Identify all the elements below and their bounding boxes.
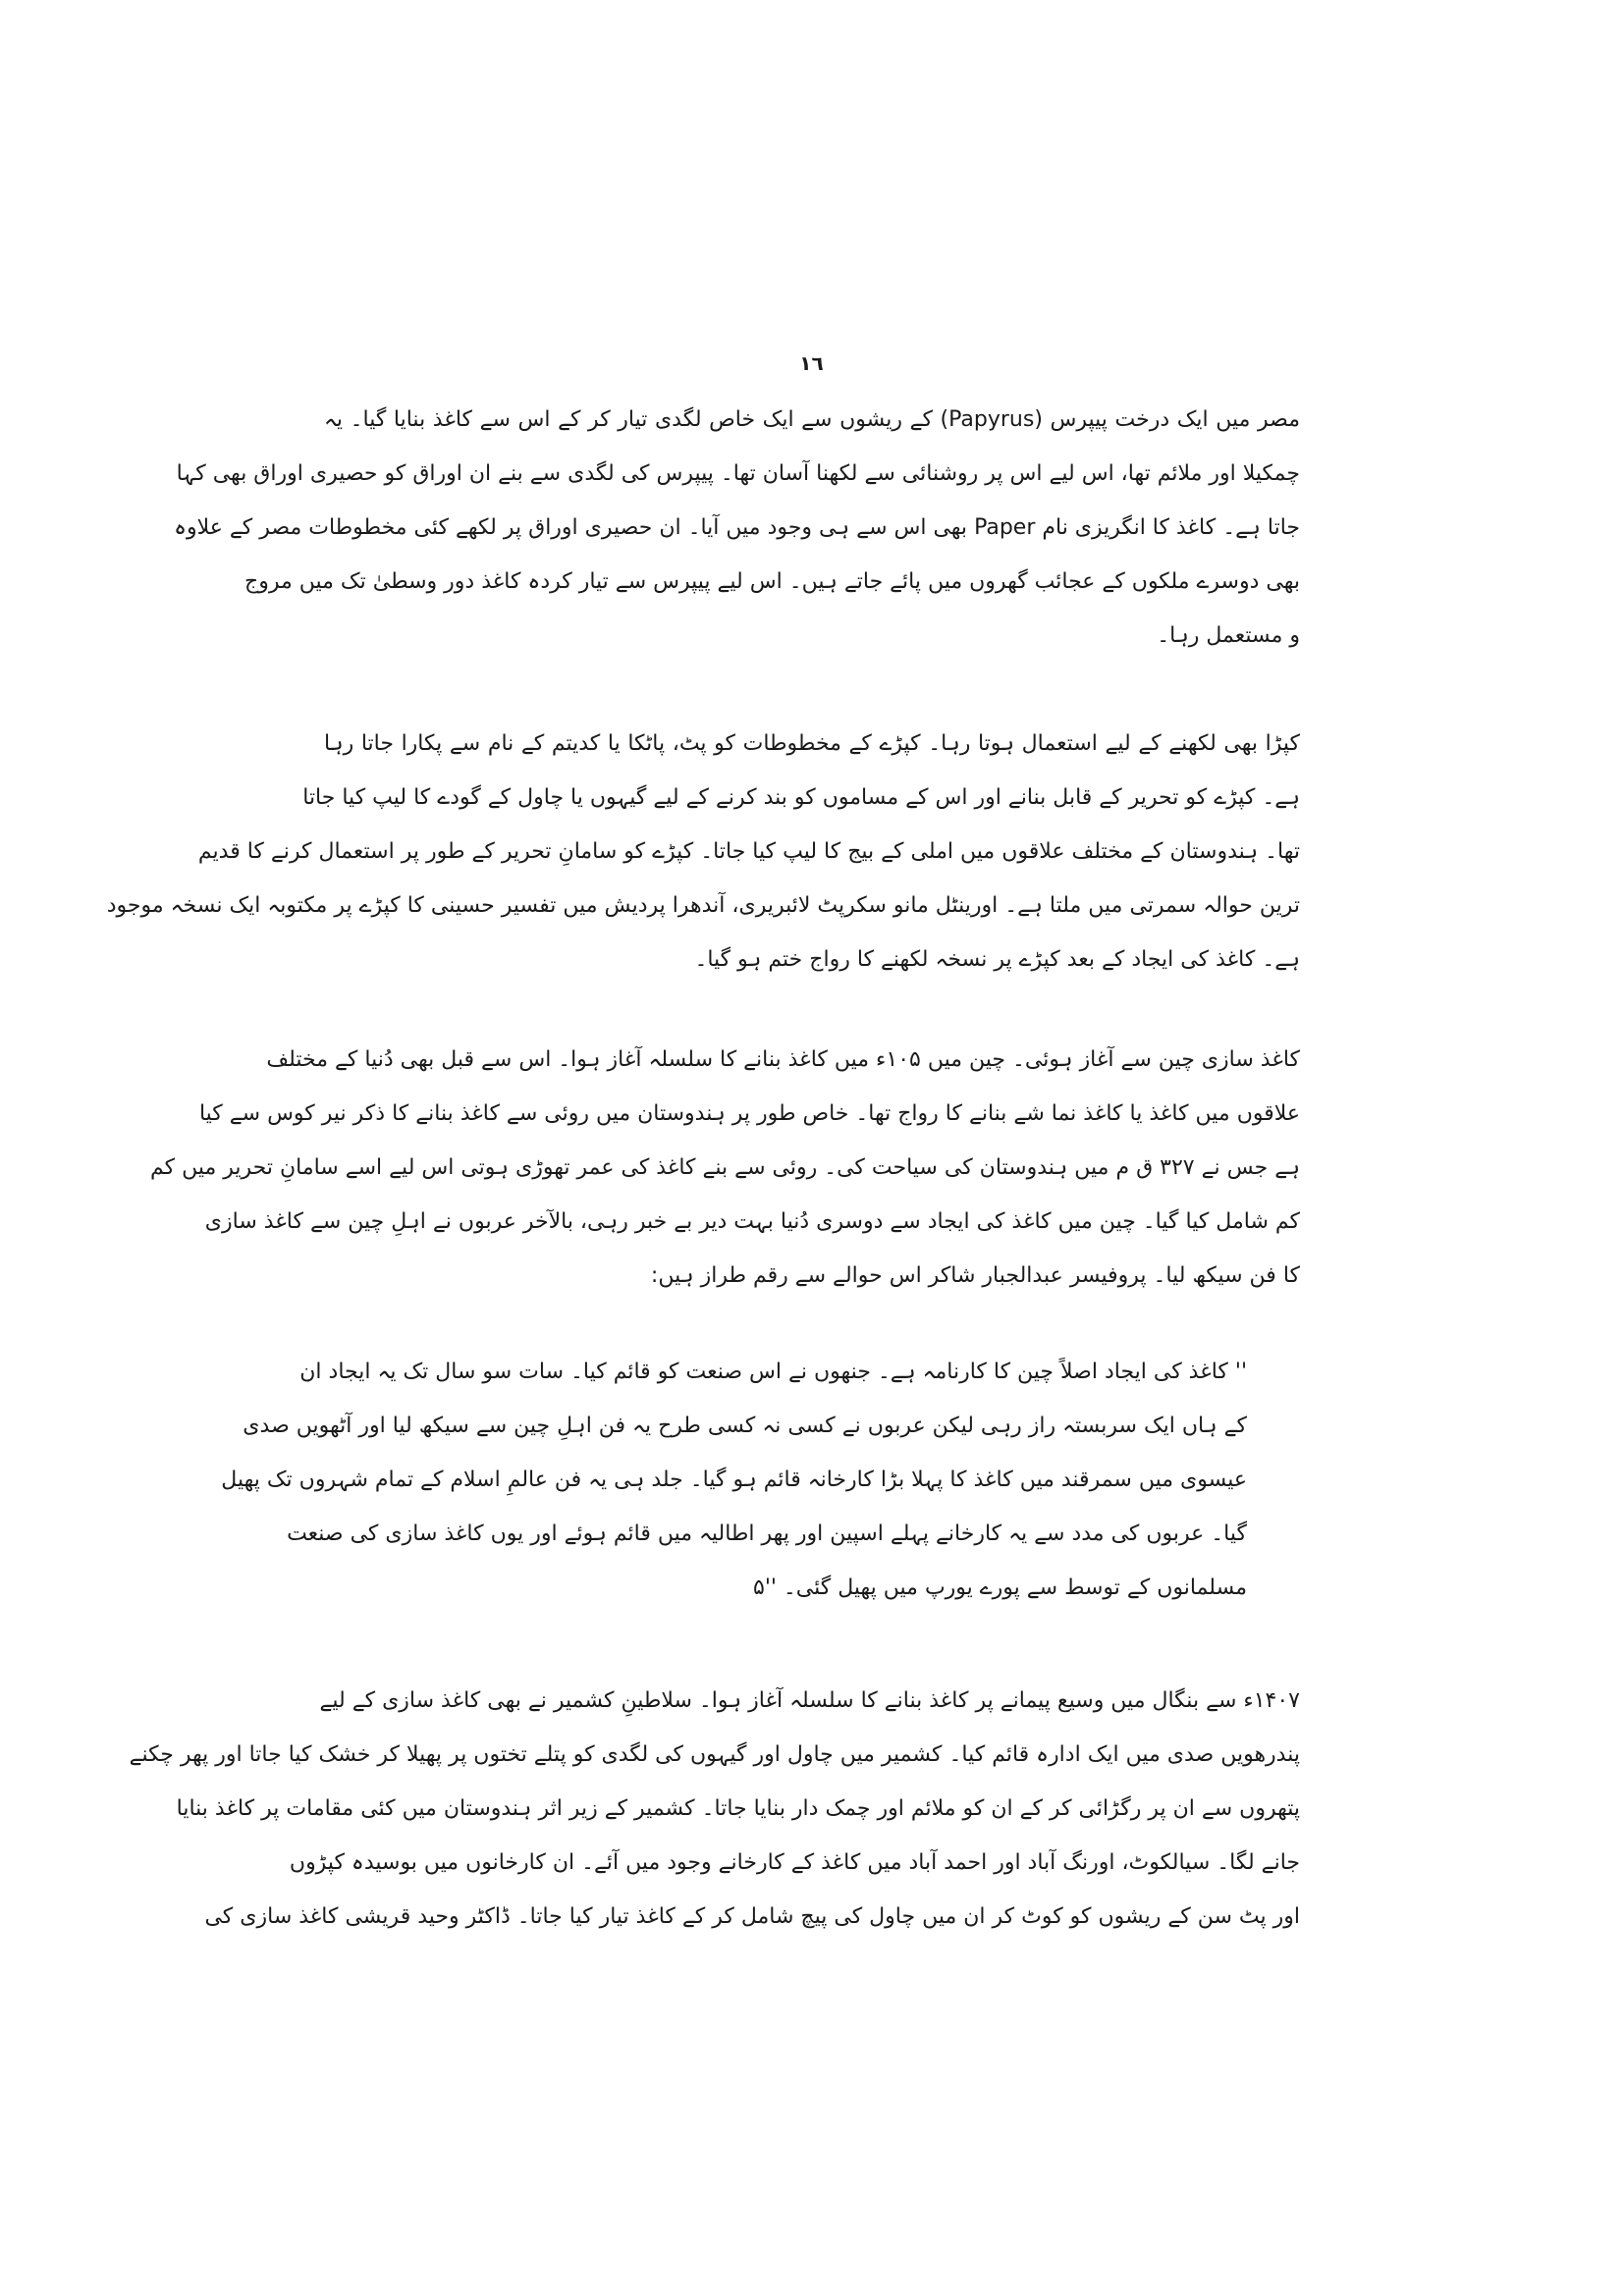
text-line: اور پٹ سن کے ریشوں کو کوٹ کر ان میں چاول کی پیچ شامل کر کے کاغذ تیار کیا جاتا۔ ڈاکٹر وحید قریشی کاغذ سازی کی [204,1904,1300,1929]
text-line: پندرھویں صدی میں ایک ادارہ قائم کیا۔ کشمیر میں چاول اور گیہوں کی لگدی کو پتلے تختوں پر پھیلا کر خشک کیا جاتا اور پھر چکنے [129,1742,1300,1767]
paragraph-cloth [106,717,1300,987]
paragraph-china [149,1033,1300,1303]
quote-line: '' کاغذ کی ایجاد اصلاً چین کا کارنامہ ہے۔ جنھوں نے اس صنعت کو قائم کیا۔ سات سو سال تک یہ ایجاد ان [299,1360,1247,1384]
quote-line: گیا۔ عربوں کی مدد سے یہ کارخانے پہلے اسپین اور پھر اطالیہ میں قائم ہوئے اور یوں کاغذ سازی کی صنعت [287,1522,1247,1546]
text-line: جاتا ہے۔ کاغذ کا انگریزی نام Paper بھی اس سے ہی وجود میں آیا۔ ان حصیری اوراق پر لکھے کئی مخطوطات مصر کے علاوہ [174,515,1300,540]
text-line: کپڑا بھی لکھنے کے لیے استعمال ہوتا رہا۔ کپڑے کے مخطوطات کو پٹ، پاٹکا یا کدیتم کے نام سے پکارا جاتا رہا [324,731,1300,756]
text-line: ترین حوالہ سمرتی میں ملتا ہے۔ اورینٹل مانو سکرپٹ لائبریری، آندھرا پردیش میں تفسیر حسینی کا کپڑے پر مکتوبہ ایک نسخہ موجود [106,893,1300,918]
quote-line: مسلمانوں کے توسط سے پورے یورپ میں پھیل گئی۔ ''۵ [752,1575,1247,1600]
text-line: و مستعمل رہا۔ [1157,623,1300,648]
text-line: پتھروں سے ان پر رگڑائی کر کے ان کو ملائم اور چمک دار بنایا جاتا۔ کشمیر کے زیر اثر ہندوستان میں کئی مقامات پر کاغذ بنایا [176,1796,1300,1821]
text-line: تھا۔ ہندوستان کے مختلف علاقوں میں املی کے بیج کا لیپ کیا جاتا۔ کپڑے کو سامانِ تحریر کے طور پر استعمال کرنے کا قدیم [197,839,1300,864]
page-number: ١٦ [799,351,824,375]
paragraph-bengal-kashmir [129,1674,1300,1944]
text-line: ١۴٠٧ء سے بنگال میں وسیع پیمانے پر کاغذ بنانے کا سلسلہ آغاز ہوا۔ سلاطینِ کشمیر نے بھی کاغذ سازی کے لیے [319,1688,1300,1713]
paragraph-papyrus [174,393,1300,663]
text-line: چمکیلا اور ملائم تھا، اس لیے اس پر روشنائی سے لکھنا آسان تھا۔ پیپرس کی لگدی سے بنے ان اوراق کو حصیری اوراق بھی کہا [176,461,1300,486]
text-line: بھی دوسرے ملکوں کے عجائب گھروں میں پائے جاتے ہیں۔ اس لیے پیپرس سے تیار کردہ کاغذ دور وسطیٰ تک میں مروج [244,569,1300,594]
text-line: کاغذ سازی چین سے آغاز ہوئی۔ چین میں ١٠۵ء میں کاغذ بنانے کا سلسلہ آغاز ہوا۔ اس سے قبل بھی دُنیا کے مختلف [266,1047,1300,1072]
block-quote [221,1345,1247,1615]
text-line: کم شامل کیا گیا۔ چین میں کاغذ کی ایجاد سے دوسری دُنیا بہت دیر بے خبر رہی، بالآخر عربوں نے اہلِ چین سے کاغذ سازی [204,1209,1300,1234]
text-line: ہے جس نے ٣٢٧ ق م میں ہندوستان کی سیاحت کی۔ روئی سے بنے کاغذ کی عمر تھوڑی ہوتی اس لیے اسے سامانِ تحریر میں کم [149,1155,1300,1180]
text-line: ہے۔ کپڑے کو تحریر کے قابل بنانے اور اس کے مساموں کو بند کرنے کے لیے گیہوں یا چاول کے گودے کا لیپ کیا جاتا [302,785,1300,810]
text-line: جانے لگا۔ سیالکوٹ، اورنگ آباد اور احمد آباد میں کاغذ کے کارخانے وجود میں آئے۔ ان کارخانوں میں بوسیدہ کپڑوں [289,1850,1300,1875]
text-line: علاقوں میں کاغذ یا کاغذ نما شے بنانے کا رواج تھا۔ خاص طور پر ہندوستان میں روئی سے کاغذ بنانے کا ذکر نیر کوس سے کیا [198,1101,1300,1126]
quote-line: کے ہاں ایک سربستہ راز رہی لیکن عربوں نے کسی نہ کسی طرح یہ فن اہلِ چین سے سیکھ لیا اور آٹھویں صدی [243,1414,1247,1438]
text-line: کا فن سیکھ لیا۔ پروفیسر عبدالجبار شاکر اس حوالے سے رقم طراز ہیں: [650,1263,1300,1288]
text-line: مصر میں ایک درخت پیپرس (Papyrus) کے ریشوں سے ایک خاص لگدی تیار کر کے اس سے کاغذ بنایا گیا۔ یہ [324,407,1300,432]
text-line: ہے۔ کاغذ کی ایجاد کے بعد کپڑے پر نسخہ لکھنے کا رواج ختم ہو گیا۔ [694,947,1300,972]
quote-line: عیسوی میں سمرقند میں کاغذ کا پہلا بڑا کارخانہ قائم ہو گیا۔ جلد ہی یہ فن عالمِ اسلام کے تمام شہروں تک پھیل [221,1468,1247,1492]
